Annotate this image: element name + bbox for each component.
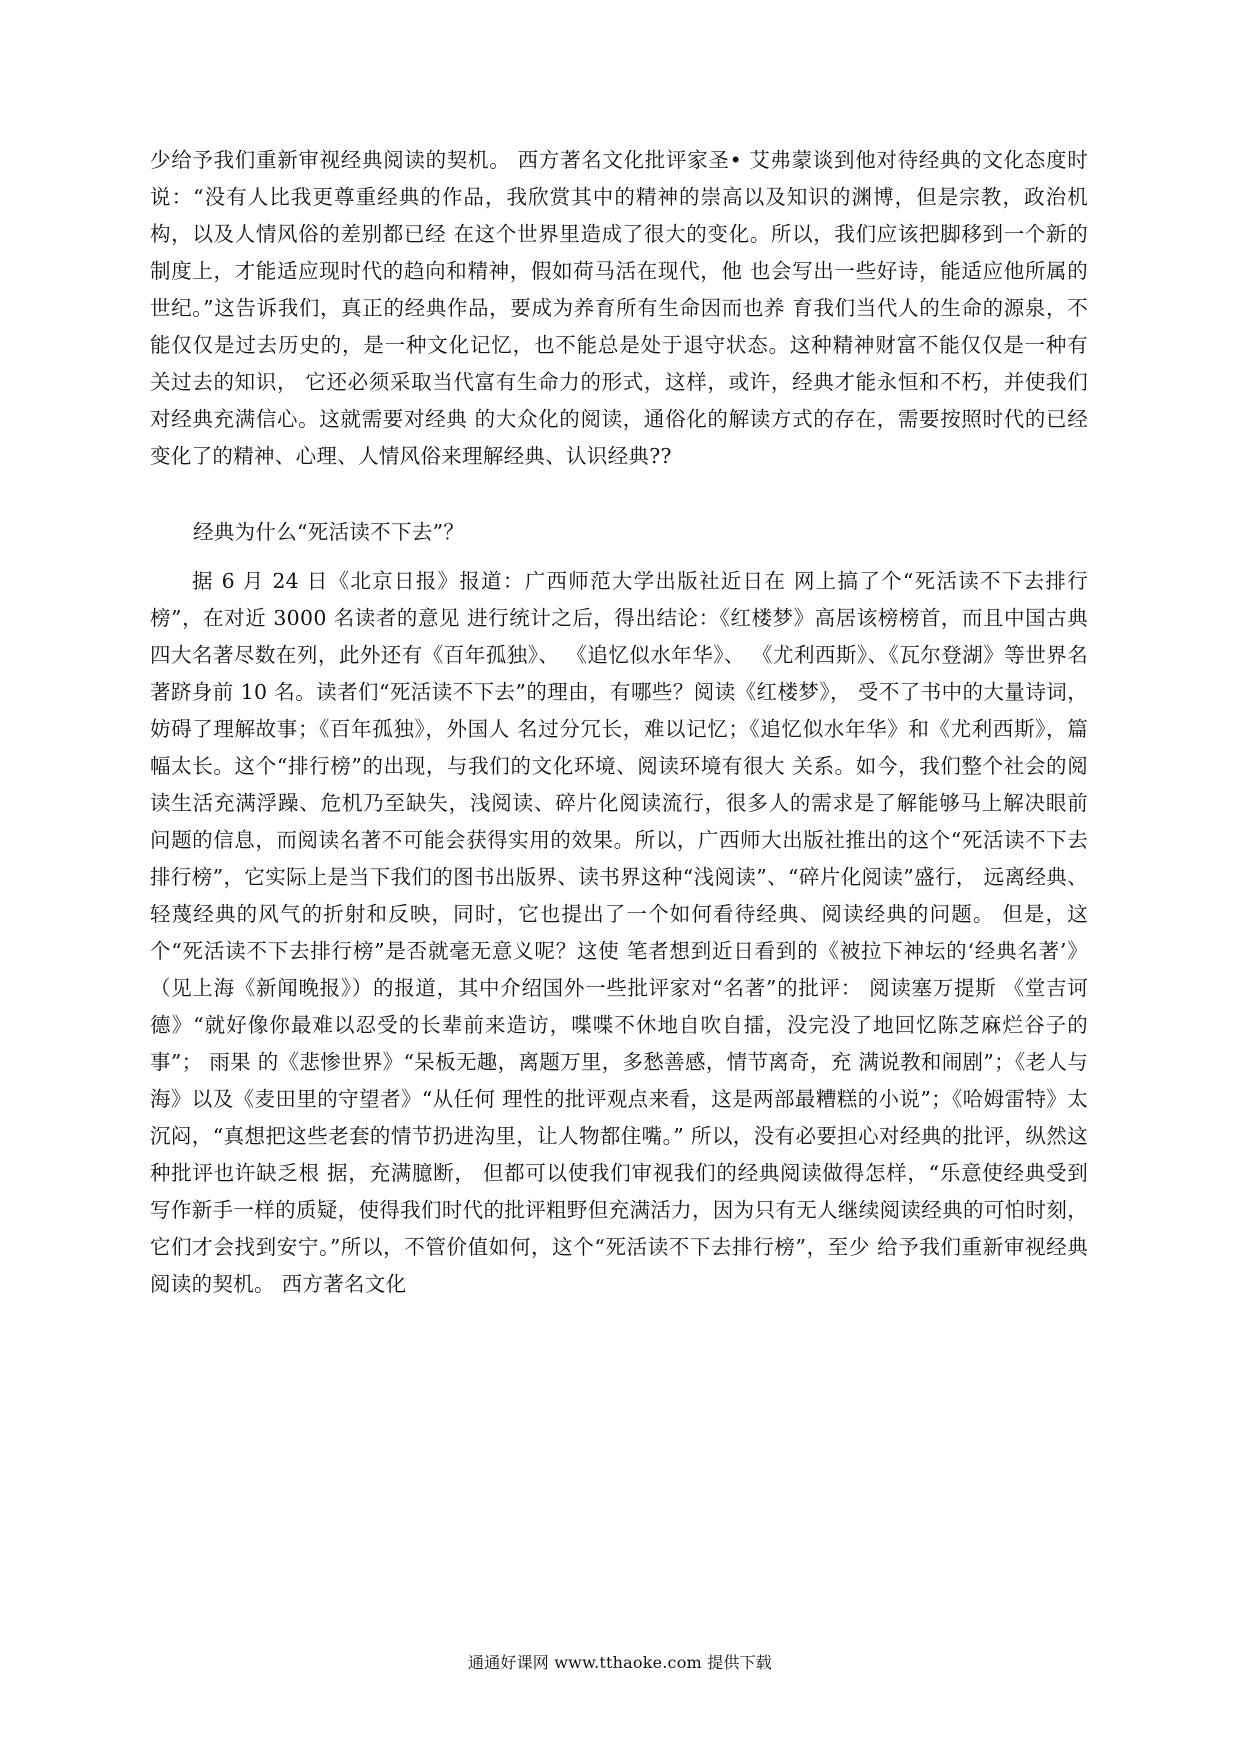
section-subheading: 经典为什么“死活读不下去”？ — [193, 520, 465, 544]
body-paragraph: 据 6 月 24 日《北京日报》报道：广西师范大学出版社近日在 网上搞了个“死活读不下去排行榜”，在对近 3000 名读者的意见 进行统计之后，得出结论：《红楼梦》高居该榜榜首，而且中国古典四大名著尽数在列，此外还有《百年孤独》、 《追忆似水年华》、 《尤利西斯》、《瓦尔登湖》等世界名著跻身前 10 名。读者们“死活读不下去”的理由，有哪些？阅读《红楼梦》， 受不了书中的大量诗词，妨碍了理解故事；《百年孤独》，外国人 名过分冗长，难以记忆；《追忆似水年华》和《尤利西斯》，篇幅太长。这个“排行榜”的出现，与我们的文化环境、阅读环境有很大 关系。如今，我们整个社会的阅读生活充满浮躁、危机乃至缺失，浅阅读、碎片化阅读流行，很多人的需求是了解能够马上解决眼前 问题的信息，而阅读名著不可能会获得实用的效果。所以，广西师大出版社推出的这个“死活读不下去排行榜”，它实际上是当下我们的图书出版界、读书界这种“浅阅读”、“碎片化阅读”盛行， 远离经典、轻蔑经典的风气的折射和反映，同时，它也提出了一个如何看待经典、阅读经典的问题。 但是，这个“死活读不下去排行榜”是否就毫无意义呢？这使 笔者想到近日看到的《被拉下神坛的‘经典名著’》（见上海《新闻晚报》）的报道，其中介绍国外一些批评家对“名著”的批评： 阅读塞万提斯 《堂吉诃德》“就好像你最难以忍受的长辈前来造访，喋喋不休地自吹自擂，没完没了地回忆陈芝麻烂谷子的事”； 雨果 的《悲惨世界》“呆板无趣，离题万里，多愁善感，情节离奇，充 满说教和闹剧”；《老人与海》以及《麦田里的守望者》“从任何 理性的批评观点来看，这是两部最糟糕的小说”；《哈姆雷特》太 沉闷，“真想把这些老套的情节扔进沟里，让人物都住嘴。” 所以，没有必要担心对经典的批评，纵然这种批评也许缺乏根 据，充满臆断， 但都可以使我们审视我们的经典阅读做得怎样，“乐意使经典受到写作新手一样的质疑，使得我们时代的批评粗野但充满活力，因为只有无人继续阅读经典的可怕时刻，它们才会找到安宁。”所以，不管价值如何，这个“死活读不下去排行榜”，至少 给予我们重新审视经典阅读的契机。 西方著名文化 — [150, 569, 1088, 1296]
page-footer: 通通好课网 www.tthaoke.com 提供下载 — [468, 1653, 772, 1672]
body-paragraph: 少给予我们重新审视经典阅读的契机。 西方著名文化批评家圣• 艾弗蒙谈到他对待经典的文化态度时 说：“没有人比我更尊重经典的作品，我欣赏其中的精神的崇高以及知识的渊博，但是宗教，政治机构，以及人情风俗的差别都已经 在这个世界里造成了很大的变化。所以，我们应该把脚移到一个新的制度上，才能适应现时代的趋向和精神，假如荷马活在现代，他 也会写出一些好诗，能适应他所属的世纪。”这告诉我们，真正的经典作品，要成为养育所有生命因而也养 育我们当代人的生命的源泉，不能仅仅是过去历史的，是一种文化记忆，也不能总是处于退守状态。这种精神财富不能仅仅是一种有 关过去的知识， 它还必须采取当代富有生命力的形式，这样，或许，经典才能永恒和不朽，并使我们对经典充满信心。这就需要对经典 的大众化的阅读，通俗化的解读方式的存在，需要按照时代的已经 变化了的精神、心理、人情风俗来理解经典、认识经典?? — [150, 148, 1088, 468]
